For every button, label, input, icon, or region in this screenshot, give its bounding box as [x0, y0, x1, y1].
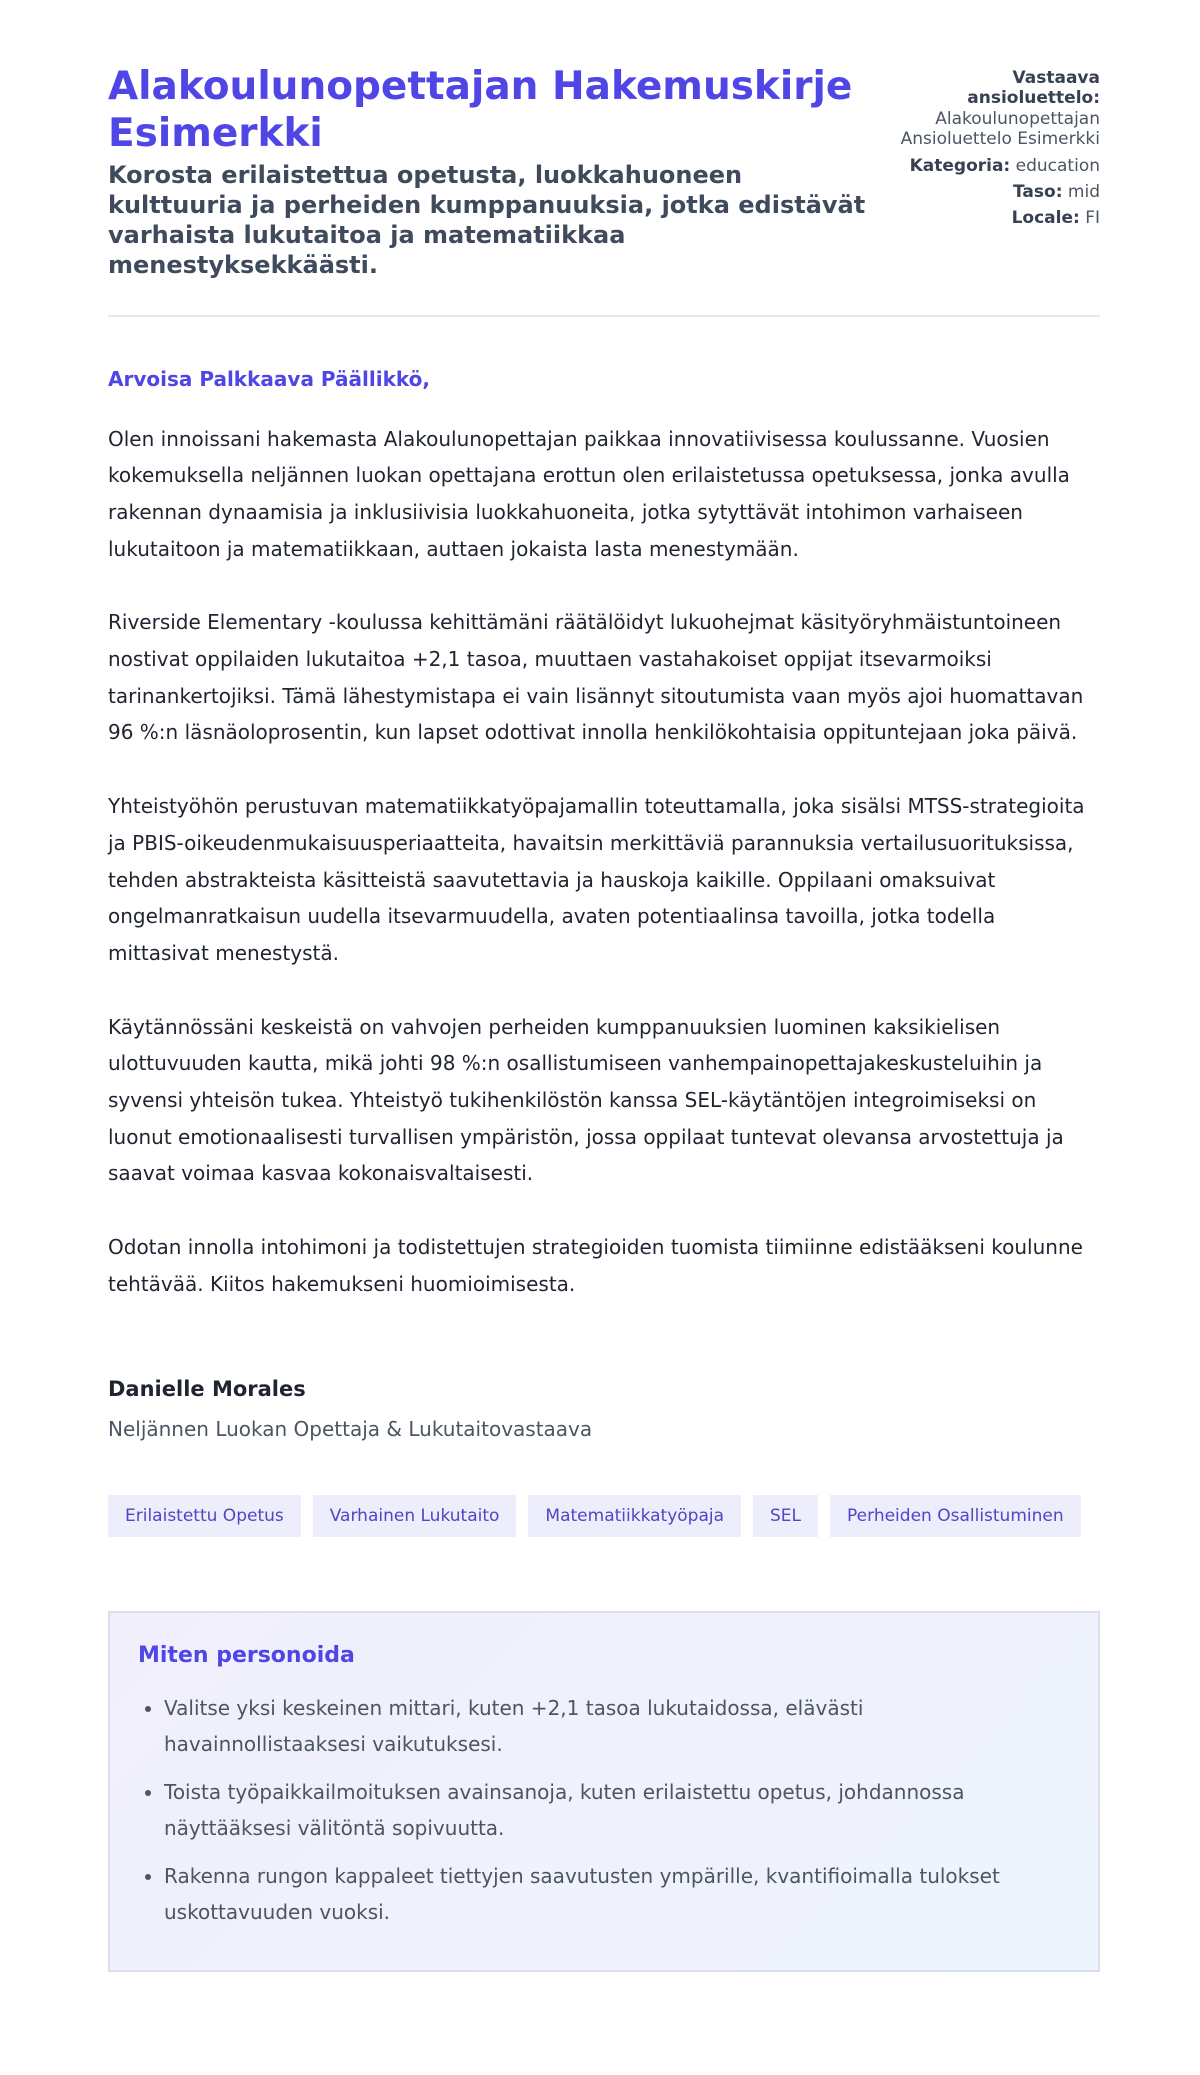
tips-title: Miten personoida [138, 1642, 355, 1668]
meta-level-value: mid [1067, 181, 1100, 202]
paragraph: Riverside Elementary -koulussa kehittämäni räätälöidyt lukuohejmat käsityöryhmäistuntoineen nostivat oppilaiden lukutaitoa +2,1 tasoa, muuttaen vastahakoiset oppijat itsevarmoiksi tarinankertojiksi. Tämä lähestymistapa ei vain lisännyt sitoutumista vaan myös ajoi huomattavan 96 %:n läsnäoloprosentin, kun lapset odottivat innolla henkilökohtaisia oppituntejaan joka päivä. [108, 610, 1084, 745]
page-title: Alakoulunopettajan Hakemuskirje Esimerkki [108, 64, 853, 156]
meta-resume [900, 68, 1100, 150]
meta-resume-label: Vastaava ansioluettelo: [967, 68, 1100, 109]
meta-resume-value: Alakoulunopettajan Ansioluettelo Esimerkki [900, 108, 1100, 150]
personalize-tips-box [108, 1611, 1100, 1972]
tag: Perheiden Osallistuminen [830, 1495, 1081, 1537]
meta-category [900, 156, 1100, 176]
header [108, 64, 1100, 281]
meta-level-label: Taso: [1013, 181, 1063, 202]
signature-title: Neljännen Luokan Opettaja & Lukutaitovastaava [108, 1416, 593, 1441]
meta-level [900, 182, 1100, 202]
meta-panel [900, 68, 1100, 235]
meta-locale [900, 208, 1100, 228]
tip-item: • Toista työpaikkailmoituksen avainsanoja, kuten erilaistettu opetus, johdannossa näyttääksesi välitöntä sopivuutta. [164, 1774, 1070, 1846]
meta-category-value: education [1015, 155, 1100, 176]
divider [108, 315, 1100, 317]
paragraph: Yhteistyöhön perustuvan matematiikkatyöpajamallin toteuttamalla, joka sisälsi MTSS-strategioita ja PBIS-oikeudenmukaisuusperiaatteita, havaitsin merkittäviä parannuksia vertailusuorituksissa, tehden abstrakteista käsitteistä saavutettavia ja hauskoja kaikille. Oppilaani omaksuivat ongelmanratkaisun uudella itsevarmuudella, avaten potentiaalinsa tavoilla, jotka todella mittasivat menestystä. [108, 794, 1085, 965]
meta-locale-value: FI [1085, 208, 1100, 229]
paragraph: Odotan innolla intohimoni ja todistettujen strategioiden tuomista tiimiinne edistääkseni koulunne tehtävää. Kiitos hakemukseni huomioimisesta. [108, 1235, 1083, 1296]
meta-category-label: Kategoria: [909, 155, 1011, 176]
tag: Matematiikkatyöpaja [528, 1495, 741, 1537]
tag: Varhainen Lukutaito [313, 1495, 517, 1537]
tip-item: • Valitse yksi keskeinen mittari, kuten +2,1 tasoa lukutaidossa, elävästi havainnollistaaksesi vaikutuksesi. [164, 1690, 1070, 1762]
letter-body [108, 421, 1100, 1303]
greeting: Arvoisa Palkkaava Päällikkö, [108, 366, 430, 391]
page-subtitle: Korosta erilaistettua opetusta, luokkahuoneen kulttuuria ja perheiden kumppanuuksia, jotka edistävät varhaista lukutaitoa ja matematiikkaa menestyksekkäästi. [108, 160, 866, 280]
meta-locale-label: Locale: [1011, 208, 1080, 229]
tips-list [138, 1690, 1070, 1930]
tip-item: • Rakenna rungon kappaleet tiettyjen saavutusten ympärille, kvantifioimalla tulokset uskottavuuden vuoksi. [164, 1858, 1070, 1930]
signature-name: Danielle Morales [108, 1376, 306, 1401]
paragraph: Käytännössäni keskeistä on vahvojen perheiden kumppanuuksien luominen kaksikielisen ulottuvuuden kautta, mikä johti 98 %:n osallistumiseen vanhempainopettajakeskusteluihin ja syvensi yhteisön tukea. Yhteistyö tukihenkilöstön kanssa SEL-käytäntöjen integroimiseksi on luonut emotionaalisesti turvallisen ympäristön, jossa oppilaat tuntevat olevansa arvostettuja ja saavat voimaa kasvaa kokonaisvaltaisesti. [108, 1014, 1064, 1186]
tag: SEL [753, 1495, 818, 1537]
tag: Erilaistettu Opetus [108, 1495, 301, 1537]
paragraph: Olen innoissani hakemasta Alakoulunopettajan paikkaa innovatiivisessa koulussanne. Vuosien kokemuksella neljännen luokan opettajana erottun olen erilaistetussa opetuksessa, jonka avulla rakennan dynaamisia ja inklusiivisia luokkahuoneita, jotka sytyttävät intohimon varhaiseen lukutaitoon ja matematiikkaan, auttaen jokaista lasta menestymään. [108, 426, 1070, 561]
title-block [108, 64, 888, 281]
tag-list [108, 1495, 1100, 1537]
